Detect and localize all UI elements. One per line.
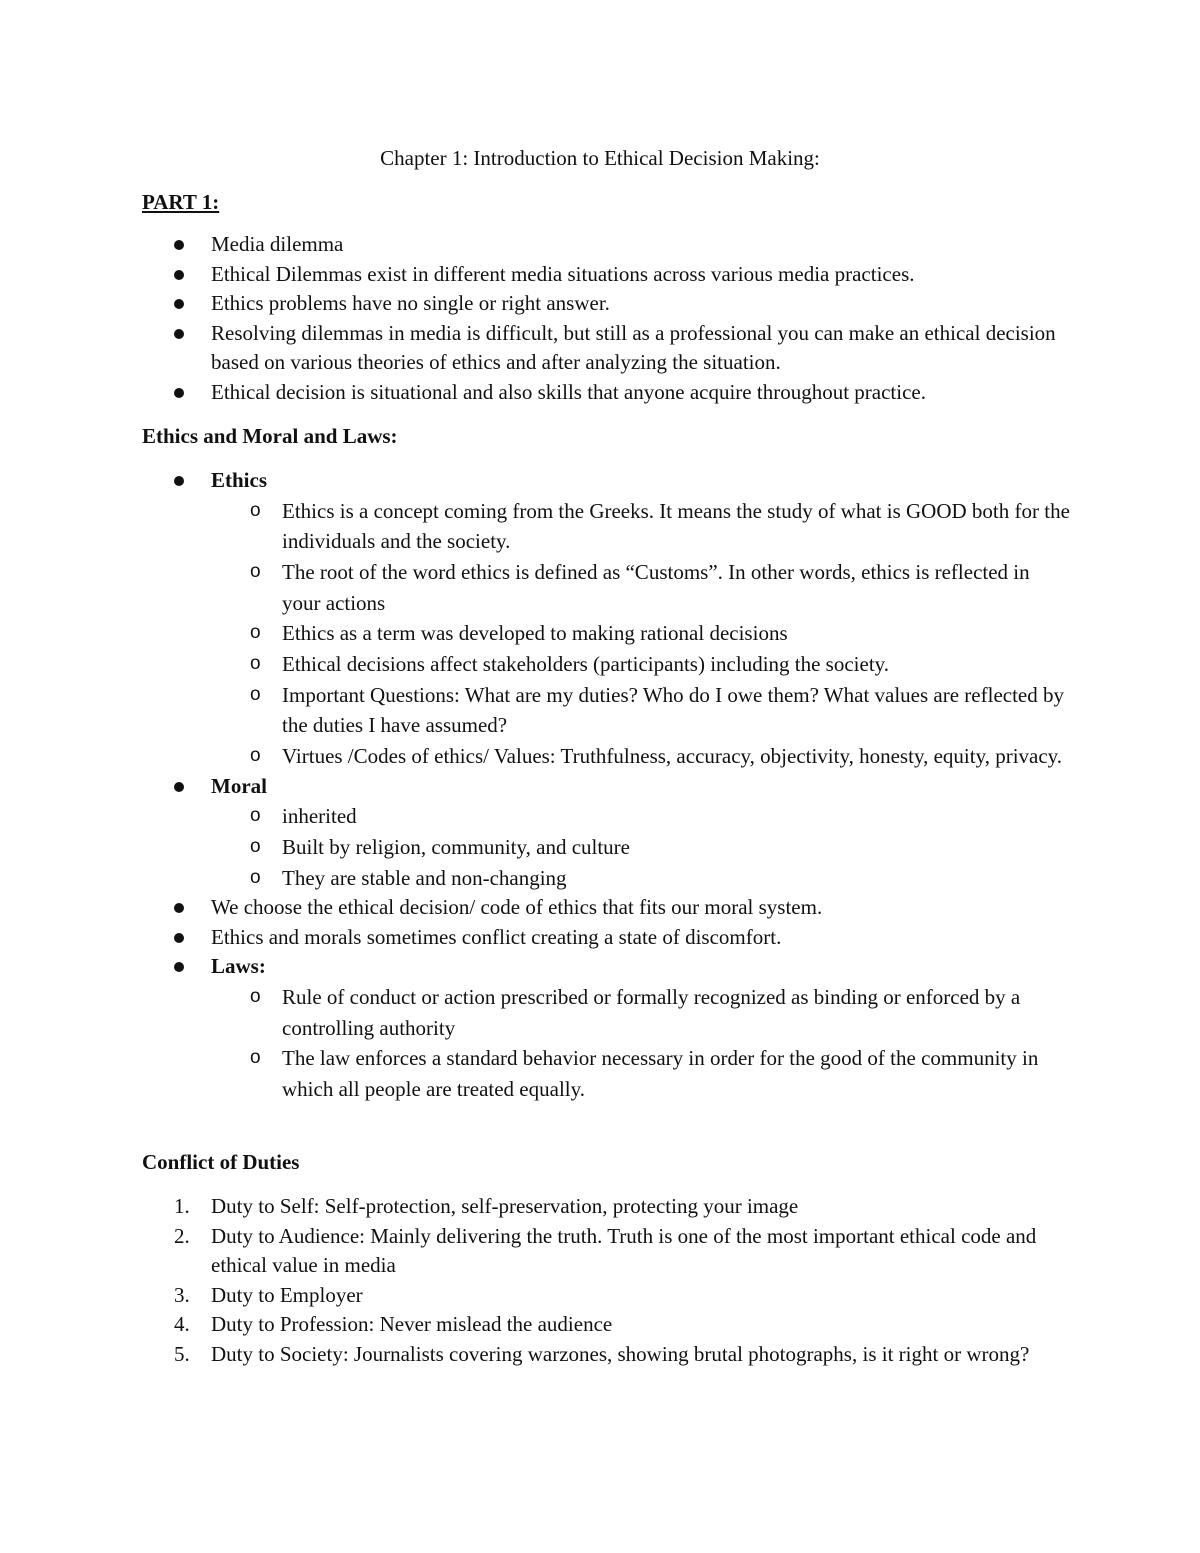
list-item: Ethical Dilemmas exist in different media situations across various media practices.	[0, 260, 1071, 290]
sub-list-item: o Ethics as a term was developed to making rational decisions	[0, 618, 1072, 649]
circle-bullet-icon: o	[250, 683, 261, 705]
list-item: We choose the ethical decision/ code of ethics that fits our moral system.	[0, 893, 1071, 923]
sub-list-item: o The root of the word ethics is defined as “Customs”. In other words, ethics is reflected in your actions	[0, 557, 1072, 618]
list-item-laws: Laws:	[0, 952, 1071, 982]
page-title: Chapter 1: Introduction to Ethical Decision Making:	[380, 146, 820, 170]
sub-list-item: o They are stable and non-changing	[0, 863, 1072, 894]
bullet-icon	[174, 903, 184, 913]
conflict-heading: Conflict of Duties	[142, 1150, 300, 1174]
circle-bullet-icon: o	[250, 1047, 261, 1069]
numbered-item: 4. Duty to Profession: Never mislead the audience	[0, 1310, 1071, 1340]
numbered-item: 5. Duty to Society: Journalists covering warzones, showing brutal photographs, is it right or wrong?	[0, 1340, 1071, 1370]
bullet-icon	[174, 299, 184, 309]
circle-bullet-icon: o	[250, 805, 261, 827]
list-item-moral: Moral	[0, 772, 1071, 802]
circle-bullet-icon: o	[250, 985, 261, 1007]
circle-bullet-icon: o	[250, 866, 261, 888]
list-item: Ethics and morals sometimes conflict creating a state of discomfort.	[0, 923, 1071, 953]
list-item-ethics: Ethics	[0, 466, 1071, 496]
circle-bullet-icon: o	[250, 499, 261, 521]
item-number: 3.	[174, 1282, 190, 1307]
conflict-list	[0, 1192, 1200, 1369]
list-item: Ethical decision is situational and also skills that anyone acquire throughout practice.	[0, 378, 1071, 408]
circle-bullet-icon: o	[250, 560, 261, 582]
item-number: 4.	[174, 1312, 190, 1336]
list-item: Media dilemma	[0, 230, 1071, 260]
bullet-icon	[174, 476, 184, 486]
bullet-icon	[174, 388, 184, 398]
bullet-icon	[174, 270, 184, 280]
list-item: Ethics problems have no single or right answer.	[0, 289, 1071, 319]
bullet-icon	[174, 240, 184, 250]
sub-list-item: o The law enforces a standard behavior necessary in order for the good of the community in which all people are treated equally.	[0, 1043, 1072, 1104]
bullet-icon	[174, 782, 184, 792]
circle-bullet-icon: o	[250, 836, 261, 858]
sub-list-item: o Ethics is a concept coming from the Greeks. It means the study of what is GOOD both for the individuals and the society.	[0, 496, 1072, 557]
sub-list-item: o Ethical decisions affect stakeholders (participants) including the society.	[0, 649, 1072, 680]
bullet-icon	[174, 933, 184, 943]
numbered-item: 1. Duty to Self: Self-protection, self-preservation, protecting your image	[0, 1192, 1071, 1222]
ethics-list	[0, 466, 1200, 1105]
item-number: 1.	[174, 1194, 190, 1218]
ethics-section-heading: Ethics and Moral and Laws:	[142, 424, 398, 448]
numbered-item: 3. Duty to Employer	[0, 1281, 1071, 1311]
numbered-item: 2. Duty to Audience: Mainly delivering the truth. Truth is one of the most important ethical code and ethical value in media	[174, 1223, 1037, 1277]
item-number: 2.	[174, 1223, 190, 1248]
sub-list-item: o inherited	[0, 801, 1072, 832]
sub-list-item: o Important Questions: What are my duties? Who do I owe them? What values are reflected by the duties I have assumed?	[0, 680, 1072, 741]
item-number: 5.	[174, 1341, 190, 1366]
circle-bullet-icon: o	[250, 653, 261, 675]
sub-list-item: o Rule of conduct or action prescribed or formally recognized as binding or enforced by a controlling authority	[0, 982, 1072, 1043]
sub-list-item: o Built by religion, community, and culture	[0, 832, 1072, 863]
sub-list-item: o Virtues /Codes of ethics/ Values: Truthfulness, accuracy, objectivity, honesty, equity, privacy.	[0, 741, 1072, 772]
circle-bullet-icon: o	[250, 745, 261, 767]
bullet-icon	[174, 329, 184, 339]
circle-bullet-icon: o	[250, 622, 261, 644]
part1-heading: PART 1:	[142, 190, 220, 214]
bullet-icon	[174, 962, 184, 972]
part1-list	[0, 230, 1200, 407]
list-item: Resolving dilemmas in media is difficult, but still as a professional you can make an ethical decision based on various theories of ethics and after analyzing the situation.	[0, 319, 1071, 378]
